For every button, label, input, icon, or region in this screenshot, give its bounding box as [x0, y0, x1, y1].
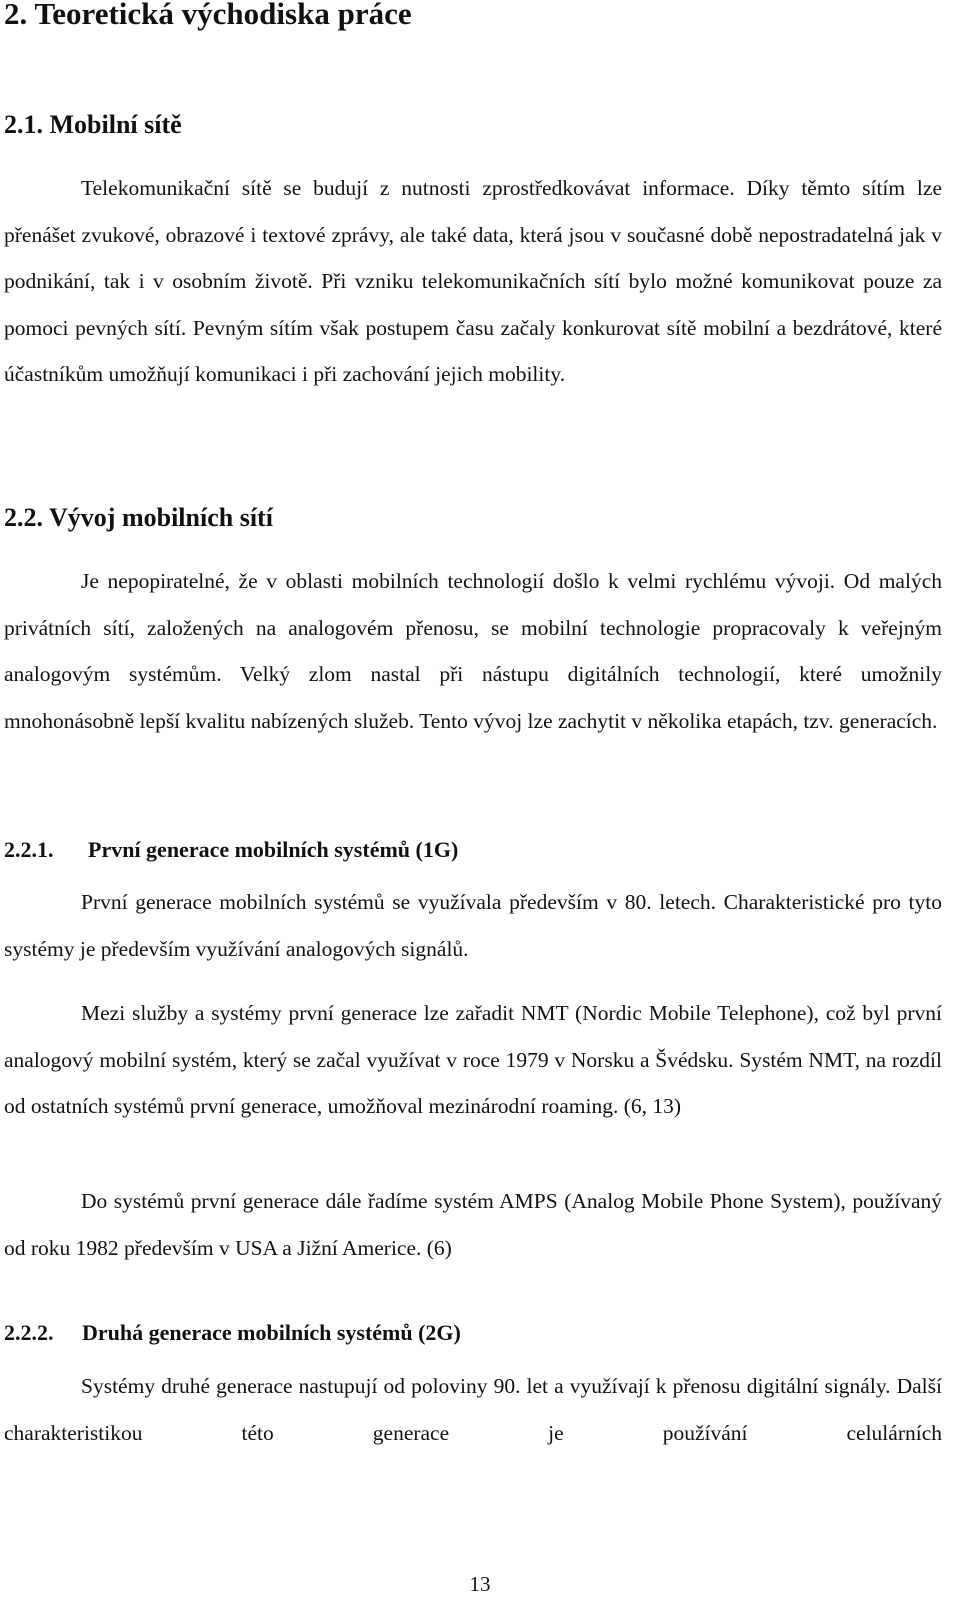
subsubsection-heading-2g — [4, 1318, 461, 1348]
page-number: 13 — [469, 1572, 491, 1596]
subsection-heading-network-evolution: 2.2. Vývoj mobilních sítí — [4, 503, 273, 532]
subsection-heading-mobile-networks: 2.1. Mobilní sítě — [4, 110, 182, 139]
paragraph-network-evolution: Je nepopiratelné, že v oblasti mobilních technologií došlo k velmi rychlému vývoji. Od malých privátních sítí, založených na analogovém přenosu, se mobilní technologie propracovaly k veřejným analogovým systémům. Velký zlom nastal při nástupu digitálních technologií, které umožnily mnohonásobně lepší kvalitu nabízených služeb. Tento vývoj lze zachytit v několika etapách, tzv. generacích. — [4, 569, 942, 733]
heading-title-1g: První generace mobilních systémů (1G) — [88, 837, 459, 862]
heading-title-2g: Druhá generace mobilních systémů (2G) — [82, 1320, 461, 1345]
paragraph-2g-intro: Systémy druhé generace nastupují od poloviny 90. let a využívají k přenosu digitální signály. Další charakteristikou této generace je používání celulárních — [4, 1374, 942, 1445]
paragraph-1g-amps: Do systémů první generace dále řadíme systém AMPS (Analog Mobile Phone System), používaný od roku 1982 především v USA a Jižní Americe. (6) — [4, 1189, 942, 1260]
subsubsection-heading-1g — [4, 835, 458, 865]
heading-number-2g: 2.2.2. — [4, 1320, 54, 1345]
paragraph-mobile-networks: Telekomunikační sítě se budují z nutnosti zprostředkovávat informace. Díky těmto sítím lze přenášet zvukové, obrazové i textové zprávy, ale také data, která jsou v současné době nepostradatelná jak v podnikání, tak i v osobním životě. Při vzniku telekomunikačních sítí bylo možné komunikovat pouze za pomoci pevných sítí. Pevným sítím však postupem času začaly konkurovat sítě mobilní a bezdrátové, které účastníkům umožňují komunikaci i při zachování jejich mobility. — [4, 176, 942, 386]
section-heading: 2. Teoretická východiska práce — [4, 0, 412, 31]
paragraph-1g-nmt: Mezi služby a systémy první generace lze zařadit NMT (Nordic Mobile Telephone), což byl první analogový mobilní systém, který se začal využívat v roce 1979 v Norsku a Švédsku. Systém NMT, na rozdíl od ostatních systémů první generace, umožňoval mezinárodní roaming. (6, 13) — [4, 1001, 942, 1118]
paragraph-1g-intro: První generace mobilních systémů se využívala především v 80. letech. Charakteristické pro tyto systémy je především využívání analogových signálů. — [4, 890, 942, 961]
heading-number-1g: 2.2.1. — [4, 837, 54, 862]
